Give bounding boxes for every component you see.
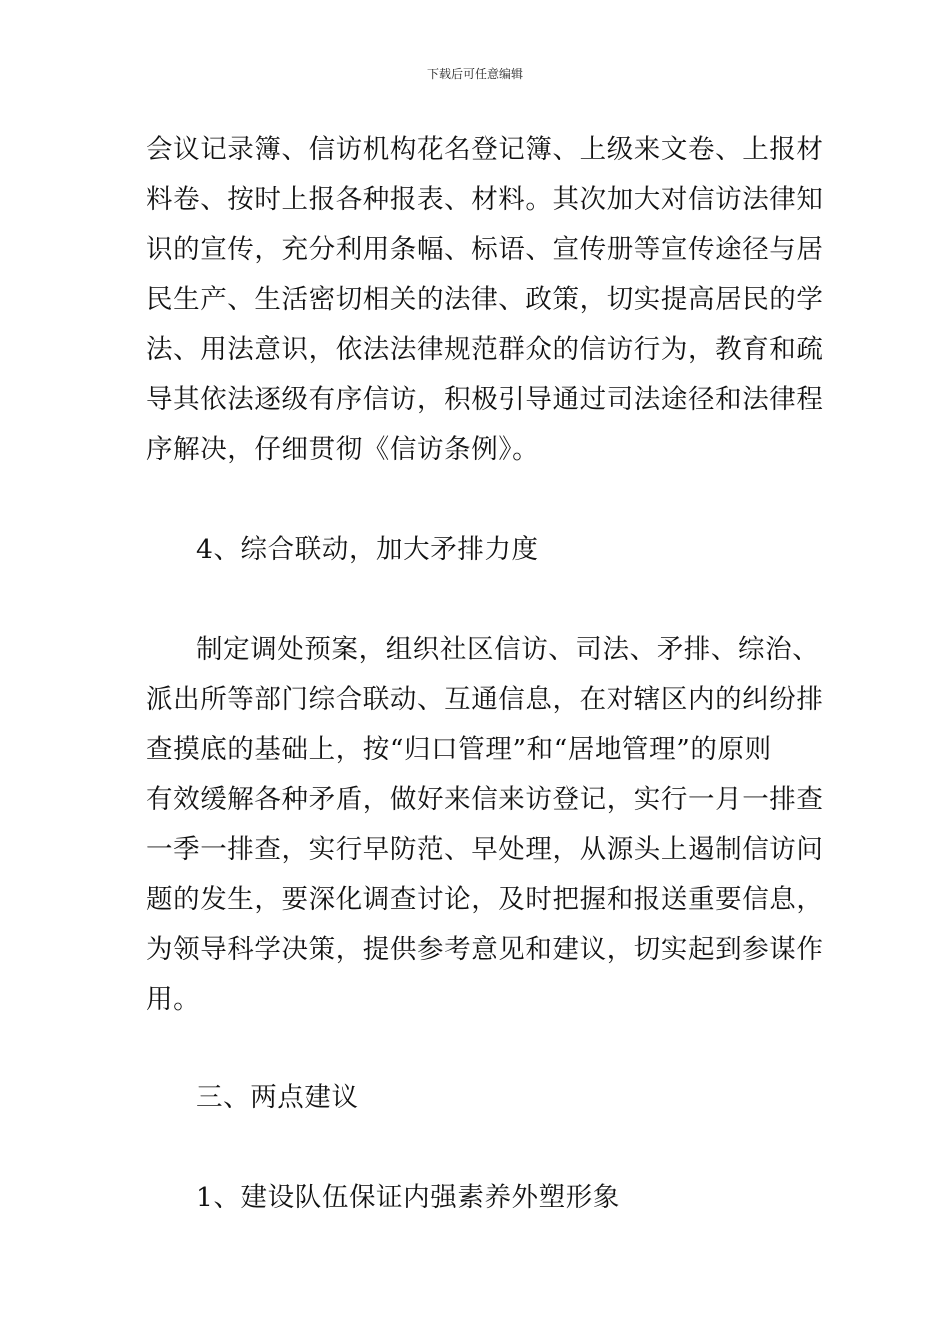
- paragraph-line: 题的发生，要深化调查讨论，及时把握和报送重要信息，: [146, 884, 824, 915]
- paragraph-line: 用。: [146, 984, 201, 1015]
- paragraph-line: 序解决，仔细贯彻《信访条例》。: [146, 434, 540, 465]
- paragraph-line: 有效缓解各种矛盾，做好来信来访登记，实行一月一排查: [146, 784, 824, 815]
- paragraph-line: 识的宣传，充分利用条幅、标语、宣传册等宣传途径与居: [146, 234, 824, 265]
- paragraph-line: 查摸底的基础上，按“归口管理”和“居地管理”的原则: [146, 734, 772, 765]
- page-header: 下载后可任意编辑: [426, 67, 523, 81]
- paragraph-line: 民生产、生活密切相关的法律、政策，切实提高居民的学: [146, 284, 824, 315]
- section-heading: 4、综合联动，加大矛排力度: [196, 534, 539, 565]
- paragraph-line: 一季一排查，实行早防范、早处理，从源头上遏制信访问: [146, 834, 824, 865]
- paragraph-line: 派出所等部门综合联动、互通信息，在对辖区内的纠纷排: [146, 684, 824, 715]
- paragraph-line: 为领导科学决策，提供参考意见和建议，切实起到参谋作: [146, 934, 824, 965]
- subsection-heading: 1、建设队伍保证内强素养外塑形象: [196, 1182, 620, 1213]
- section-heading: 三、两点建议: [196, 1082, 359, 1113]
- paragraph-line: 会议记录簿、信访机构花名登记簿、上级来文卷、上报材: [146, 134, 824, 165]
- paragraph-line: 导其依法逐级有序信访，积极引导通过司法途径和法律程: [146, 384, 824, 415]
- paragraph-line: 法、用法意识，依法法律规范群众的信访行为，教育和疏: [146, 334, 824, 365]
- paragraph-line: 料卷、按时上报各种报表、材料。其次加大对信访法律知: [146, 184, 824, 215]
- paragraph-line: 制定调处预案，组织社区信访、司法、矛排、综治、: [196, 634, 820, 665]
